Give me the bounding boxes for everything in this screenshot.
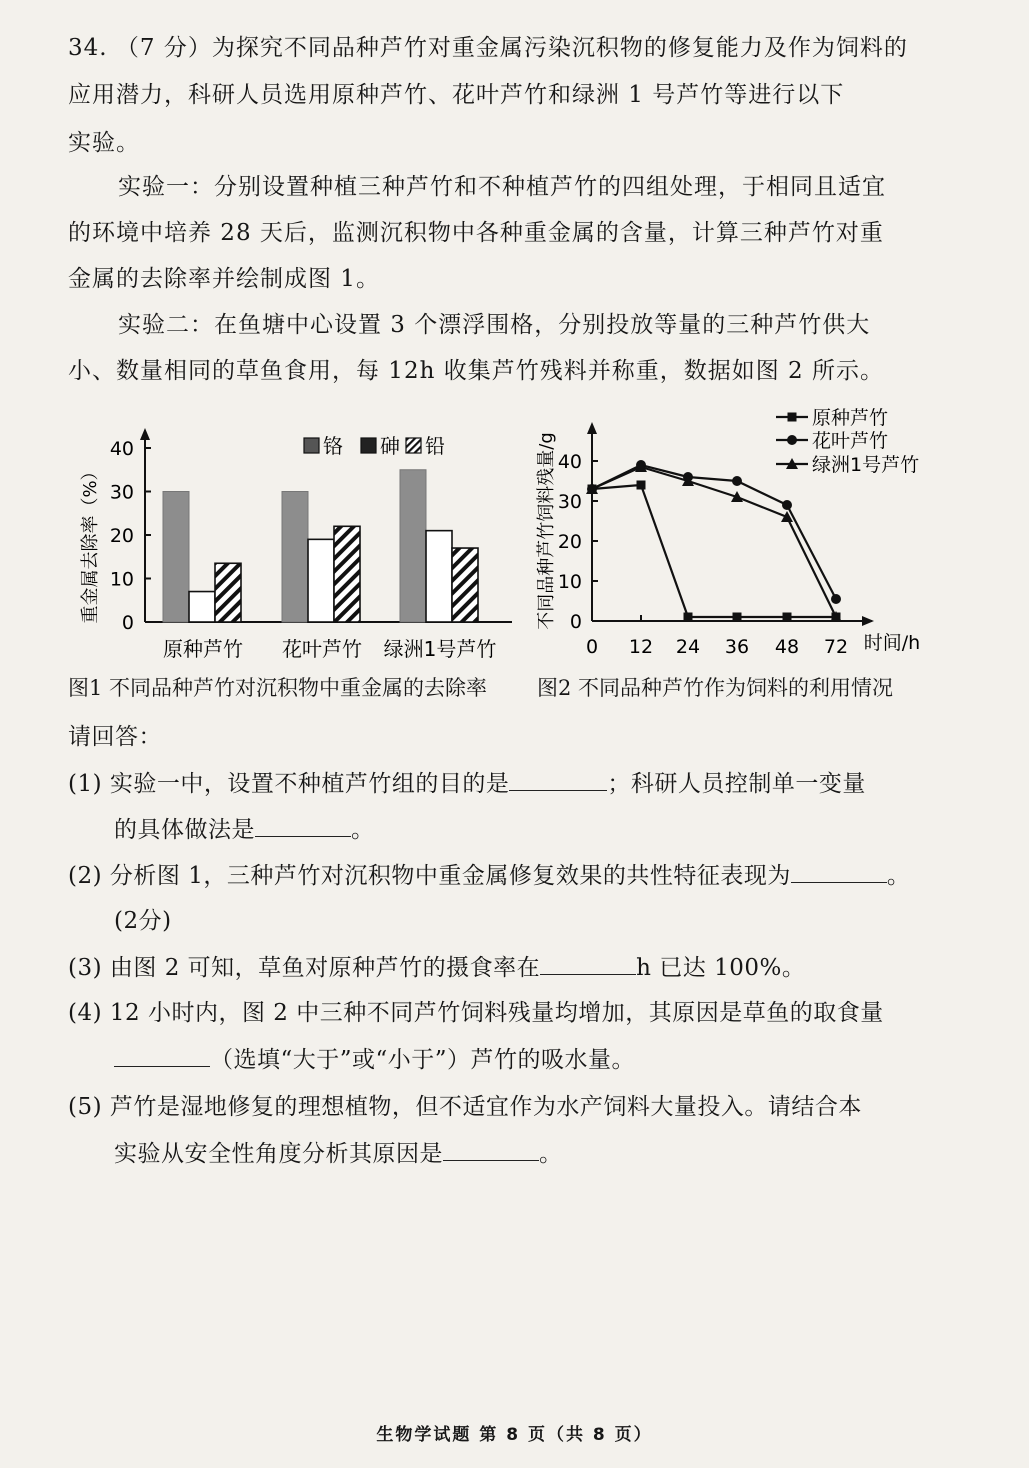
- fig2-point-花叶芦竹: [831, 594, 841, 604]
- fig2-point-花叶芦竹: [782, 500, 792, 510]
- q2-blank[interactable]: [791, 856, 887, 883]
- figure-1-bar-chart: [60, 410, 520, 670]
- q1-text-a: (1) 实验一中，设置不种植芦竹组的目的是: [68, 771, 510, 797]
- fig1-y-tick-label: 10: [109, 568, 134, 591]
- fig2-x-tick-label: 36: [724, 636, 750, 658]
- fig2-point-花叶芦竹: [732, 476, 742, 486]
- fig1-y-tick-label: 40: [109, 438, 134, 460]
- fig2-legend-label: 绿洲1号芦竹: [812, 454, 920, 476]
- q4-blank[interactable]: [114, 1040, 210, 1067]
- exp1-line-3: 金属的去除率并绘制成图 1。: [68, 266, 380, 292]
- fig2-point-原种芦竹: [684, 613, 693, 622]
- exp1-line-1: 实验一：分别设置种植三种芦竹和不种植芦竹的四组处理，于相同且适宜: [118, 174, 886, 200]
- fig1-bar-铬: [163, 492, 189, 623]
- fig1-legend-label: 铬: [323, 434, 343, 458]
- fig2-series-line-原种芦竹: [592, 485, 836, 617]
- fig2-x-tick-label: 72: [823, 636, 849, 658]
- fig2-x-tick-label: 12: [628, 636, 654, 658]
- intro-line-3: 实验。: [68, 130, 140, 156]
- q2-text-a: (2) 分析图 1，三种芦竹对沉积物中重金属修复效果的共性特征表现为: [68, 863, 791, 889]
- fig1-legend-swatch: [361, 438, 376, 453]
- fig2-point-原种芦竹: [783, 613, 792, 622]
- fig1-y-axis-label: 重金属去除率（%）: [80, 462, 101, 624]
- q2-text-b: 。: [886, 863, 911, 889]
- question-1-line-2: [114, 810, 375, 844]
- intro-line-2: 应用潜力，科研人员选用原种芦竹、花叶芦竹和绿洲 1 号芦竹等进行以下: [68, 82, 845, 108]
- q1-text-d: 。: [351, 817, 375, 843]
- fig1-y-tick-label: 20: [109, 525, 134, 547]
- q3-text-a: (3) 由图 2 可知，草鱼对原种芦竹的摄食率在: [68, 955, 541, 981]
- question-4-line-2: [114, 1040, 635, 1074]
- exp2-line-1: 实验二：在鱼塘中心设置 3 个漂浮围格，分别投放等量的三种芦竹供大: [118, 312, 871, 338]
- question-2-score: (2分): [114, 908, 172, 934]
- fig2-legend-label: 原种芦竹: [812, 407, 889, 429]
- fig2-x-arrow: [862, 616, 874, 626]
- fig2-legend-marker: [788, 413, 797, 422]
- question-1-line-1: [68, 764, 866, 798]
- fig1-bar-砷: [426, 531, 452, 622]
- figure-1-caption: 图1 不同品种芦竹对沉积物中重金属的去除率: [68, 676, 488, 700]
- fig1-bar-铬: [282, 492, 308, 623]
- q5-blank[interactable]: [443, 1134, 539, 1161]
- fig2-y-tick-label: 20: [557, 531, 582, 553]
- fig1-y-tick-label: 0: [121, 612, 134, 634]
- fig2-x-tick-label: 48: [774, 636, 800, 658]
- page-footer: 生物学试题 第 8 页（共 8 页）: [376, 1425, 653, 1445]
- fig2-x-tick-label: 0: [585, 636, 599, 658]
- q3-blank[interactable]: [540, 948, 636, 975]
- fig1-y-arrow: [140, 428, 150, 440]
- fig2-series-line-绿洲1号芦竹: [592, 467, 836, 617]
- fig2-x-tick-label: 24: [675, 636, 701, 658]
- fig1-category-label: 原种芦竹: [163, 637, 243, 661]
- fig2-point-原种芦竹: [637, 481, 646, 490]
- q1-text-b: ；科研人员控制单一变量: [607, 771, 866, 797]
- question-2-line-1: [68, 856, 910, 890]
- fig1-bar-砷: [308, 539, 334, 622]
- fig1-bar-砷: [189, 592, 215, 622]
- fig2-y-tick-label: 30: [557, 491, 582, 513]
- fig1-bar-铅: [215, 563, 241, 622]
- q4-text-b: （选填“大于”或“小于”）芦竹的吸水量。: [210, 1047, 636, 1073]
- fig2-y-tick-label: 0: [569, 611, 582, 633]
- fig1-bar-铅: [334, 526, 360, 622]
- fig2-x-axis-label: 时间/h: [863, 632, 921, 654]
- fig2-y-tick-label: 40: [557, 451, 582, 473]
- fig1-legend-label: 砷: [380, 434, 400, 458]
- answer-prompt: 请回答：: [68, 724, 162, 750]
- q1-blank-2[interactable]: [255, 810, 351, 837]
- fig1-category-label: 花叶芦竹: [282, 637, 362, 661]
- fig1-category-label: 绿洲1号芦竹: [383, 637, 497, 661]
- question-5-line-2: [114, 1134, 563, 1168]
- figure-2-line-chart: [520, 400, 940, 675]
- fig1-bar-铬: [400, 470, 426, 622]
- question-5-line-1: (5) 芦竹是湿地修复的理想植物，但不适宜作为水产饲料大量投入。请结合本: [68, 1094, 862, 1120]
- fig2-y-axis-label: 不同品种芦竹饲料残量/g: [536, 432, 557, 630]
- fig1-legend-swatch: [406, 438, 421, 453]
- fig1-y-tick-label: 30: [109, 481, 134, 504]
- q1-blank-1[interactable]: [509, 764, 607, 791]
- exp1-line-2: 的环境中培养 28 天后，监测沉积物中各种重金属的含量，计算三种芦竹对重: [68, 220, 884, 246]
- q5-text-c: 。: [539, 1141, 563, 1167]
- q5-text-b: 实验从安全性角度分析其原因是: [114, 1141, 443, 1167]
- fig2-point-原种芦竹: [733, 613, 742, 622]
- fig2-legend-label: 花叶芦竹: [812, 430, 889, 452]
- question-4-line-1: (4) 12 小时内，图 2 中三种不同芦竹饲料残量均增加，其原因是草鱼的取食量: [68, 1000, 884, 1026]
- fig2-y-arrow: [587, 422, 597, 434]
- q1-text-c: 的具体做法是: [114, 817, 255, 843]
- question-3: [68, 948, 805, 982]
- figure-2-caption: 图2 不同品种芦竹作为饲料的利用情况: [537, 676, 894, 700]
- fig2-legend-marker: [787, 435, 797, 445]
- intro-line-1: 34. （7 分）为探究不同品种芦竹对重金属污染沉积物的修复能力及作为饲料的: [68, 35, 908, 61]
- fig2-y-tick-label: 10: [557, 571, 582, 593]
- fig1-legend-swatch: [304, 438, 319, 453]
- q3-text-b: h 已达 100%。: [636, 955, 806, 981]
- fig1-bar-铅: [452, 548, 478, 622]
- fig1-legend-label: 铅: [425, 434, 445, 458]
- exp2-line-2: 小、数量相同的草鱼食用，每 12h 收集芦竹残料并称重，数据如图 2 所示。: [68, 358, 884, 384]
